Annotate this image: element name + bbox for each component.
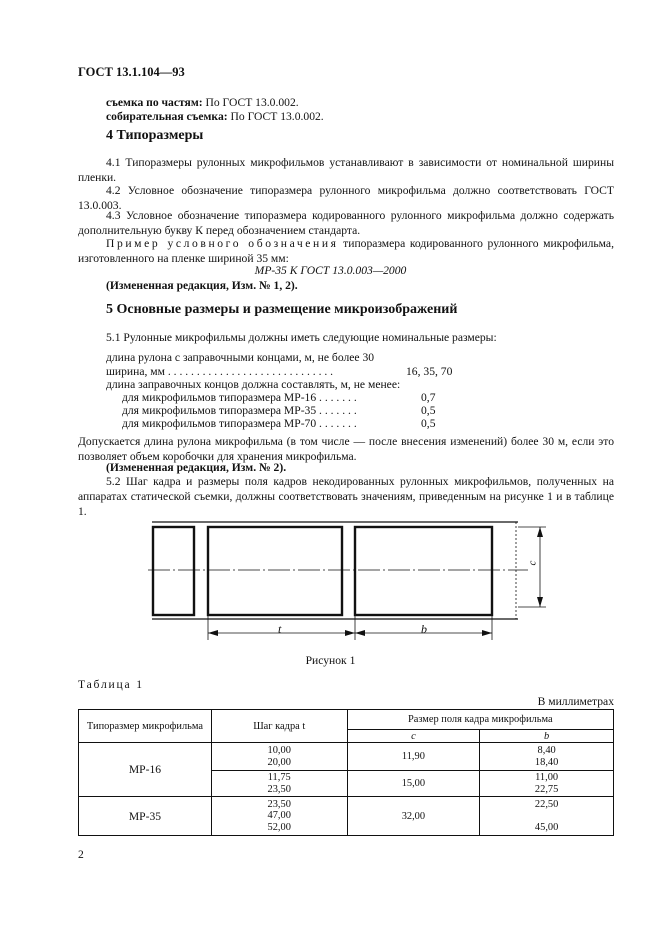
cell-b — [480, 771, 614, 797]
header-c: c — [347, 730, 480, 743]
example-label: Пример условного обозначения — [106, 237, 339, 250]
table-row — [79, 743, 614, 771]
section-5-amendment: (Измененная редакция, Изм. № 2). — [106, 461, 287, 474]
dim-label: ширина, мм . . . . . . . . . . . . . . . . . . . . . . . . . . . . . — [106, 365, 334, 378]
dim-value: 30 — [362, 351, 375, 364]
dim-value-mr70: 0,5 — [421, 417, 436, 430]
cell-value: 45,00 — [534, 821, 559, 833]
header-field-size: Размер поля кадра микрофильма — [347, 710, 613, 730]
cell-value: 22,50 — [534, 798, 559, 810]
cell-value — [480, 810, 613, 822]
document-id: ГОСТ 13.1.104—93 — [78, 65, 185, 79]
cell-b — [480, 797, 614, 836]
intro-line-2-label: собирательная съемка: — [106, 110, 228, 123]
cell-value: 18,40 — [534, 756, 559, 768]
dim-row-mr16: для микрофильмов типоразмера МР-16 . . . . . . . — [122, 391, 357, 404]
table-1 — [78, 709, 614, 836]
cell-value: 52,00 — [267, 821, 291, 833]
table-units: В миллиметрах — [537, 695, 614, 708]
cell-value: 10,00 — [267, 745, 291, 756]
cell-value: 47,00 — [267, 810, 291, 822]
cell-value: 23,50 — [267, 783, 291, 795]
cell-b — [480, 743, 614, 771]
intro-line-1-value: По ГОСТ 13.0.002. — [202, 96, 299, 109]
cell-steps — [211, 797, 347, 836]
header-size: Типоразмер микрофильма — [79, 710, 212, 743]
cell-value: 23,50 — [267, 798, 291, 810]
cell-c: 15,00 — [347, 771, 480, 797]
cell-value: 11,00 — [535, 772, 559, 783]
section-5-title: 5 Основные размеры и размещение микроизображений — [106, 302, 458, 317]
intro-line-2-value: По ГОСТ 13.0.002. — [227, 110, 324, 123]
example-code: МР-35 К ГОСТ 13.0.003—2000 — [254, 264, 407, 277]
dim-value-mr16: 0,7 — [421, 391, 436, 404]
table-header-row — [79, 710, 614, 730]
header-step: Шаг кадра t — [211, 710, 347, 743]
example-text: типоразмера кодированного рулонного микрофильма, изготовленного на пленке шириной 35 мм: — [78, 237, 614, 265]
cell-value: 11,75 — [267, 772, 291, 783]
cell-value: 22,75 — [534, 783, 559, 795]
cell-steps — [211, 743, 347, 771]
frame-partial-left — [153, 527, 194, 615]
cell-size-mr35: МР-35 — [79, 797, 212, 836]
frame-2 — [355, 527, 492, 615]
paragraph-4-1: 4.1 Типоразмеры рулонных микрофильмов устанавливают в зависимости от номинальной ширины пленки. — [78, 156, 614, 184]
dim-value-mr35: 0,5 — [421, 404, 436, 417]
cell-value: 8,40 — [537, 745, 556, 756]
paragraph-5-2: 5.2 Шаг кадра и размеры поля кадров некодированных рулонных микрофильмов, полученных на аппаратах статической съемки, должны соответствовать значениям, приведенным на рисунке 1 и в таблице 1. — [78, 475, 614, 518]
paragraph-4-3: 4.3 Условное обозначение типоразмера кодированного рулонного микрофильма должно содержать дополнительную букву К перед обозначением стандарта. — [78, 209, 614, 237]
cell-c: 11,90 — [347, 743, 480, 771]
figure-caption: Рисунок 1 — [305, 654, 356, 667]
page-number: 2 — [78, 848, 84, 861]
section-4-amendment: (Измененная редакция, Изм. № 1, 2). — [106, 279, 298, 292]
cell-size-mr16: МР-16 — [79, 743, 212, 797]
cell-steps — [211, 771, 347, 797]
figure-label-b: b — [421, 622, 427, 636]
dim-label: длина рулона с заправочными концами, м, не более — [106, 351, 360, 364]
dim-row-mr70: для микрофильмов типоразмера МР-70 . . . . . . . — [122, 417, 357, 430]
dim-row-leader: длина заправочных концов должна составлять, м, не менее: — [106, 378, 401, 391]
dim-row-mr35: для микрофильмов типоразмера МР-35 . . . . . . . — [122, 404, 357, 417]
intro-line-1-label: съемка по частям: — [106, 96, 203, 109]
cell-c: 32,00 — [347, 797, 480, 836]
figure-label-t: t — [278, 622, 282, 636]
table-row — [79, 797, 614, 836]
section-4-title: 4 Типоразмеры — [106, 128, 204, 143]
cell-value: 20,00 — [267, 756, 291, 768]
dim-value-width: 16, 35, 70 — [406, 365, 453, 378]
table-title: Таблица 1 — [78, 678, 144, 691]
allowance-paragraph: Допускается длина рулона микрофильма (в том числе — после внесения изменений) более 30 м, если это позволяет объем коробочки для хранения микрофильма. — [78, 435, 614, 463]
header-b: b — [480, 730, 614, 743]
frame-1 — [208, 527, 342, 615]
paragraph-5-1: 5.1 Рулонные микрофильмы должны иметь следующие номинальные размеры: — [106, 331, 497, 344]
paragraph-4-2: 4.2 Условное обозначение типоразмера рулонного микрофильма должно соответствовать ГОСТ 13.0.003. — [78, 184, 614, 212]
figure-label-c: c — [526, 560, 539, 566]
